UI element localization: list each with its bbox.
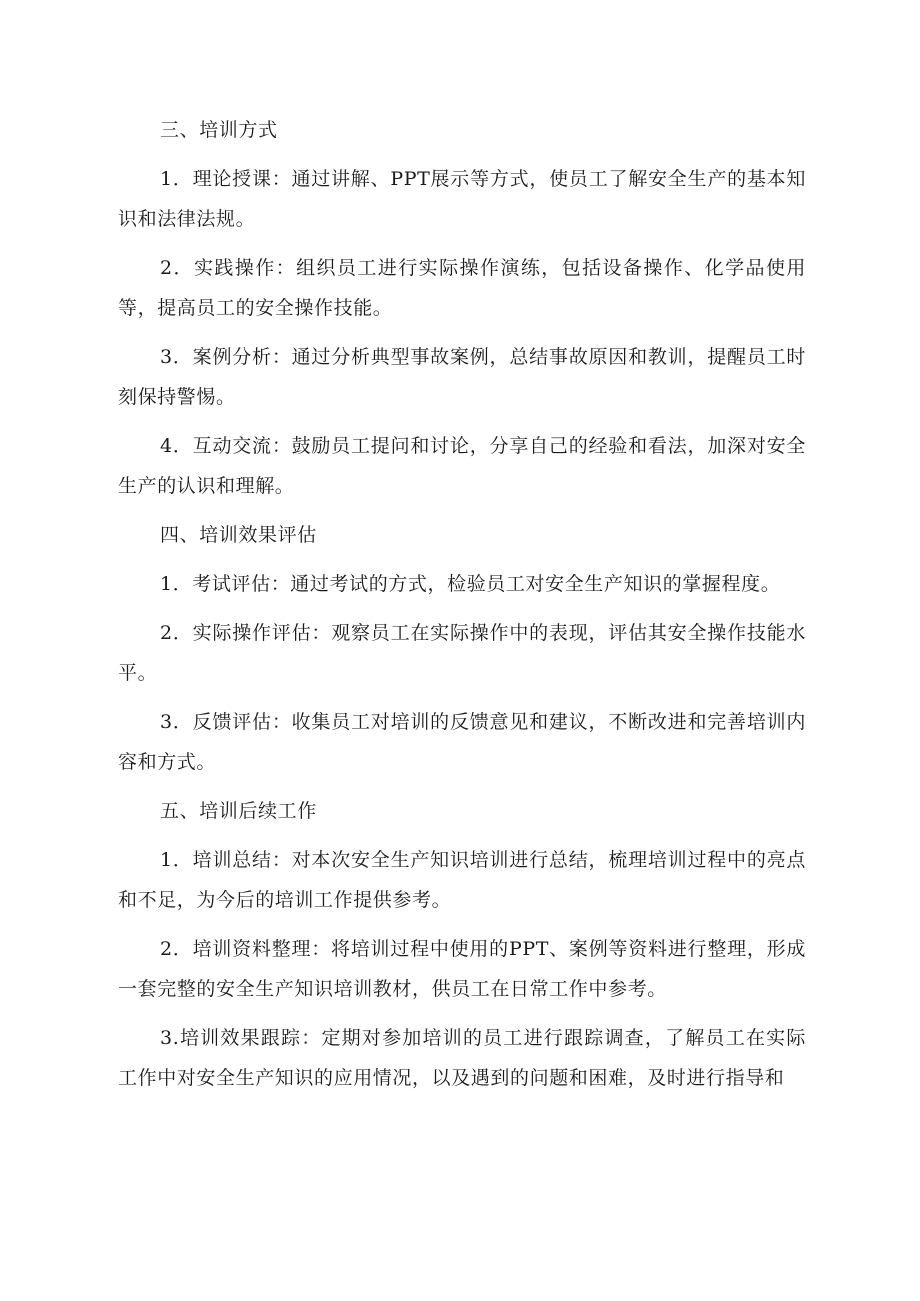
paragraph-case-analysis: 3．案例分析：通过分析典型事故案例，总结事故原因和教训，提醒员工时刻保持警惕。 [118, 346, 806, 408]
document-body [118, 110, 806, 1107]
paragraph-exam-evaluation: 1．考试评估：通过考试的方式，检验员工对安全生产知识的掌握程度。 [160, 573, 781, 595]
paragraph-training-summary: 1．培训总结：对本次安全生产知识培训进行总结，梳理培训过程中的亮点和不足，为今后的培训工作提供参考。 [118, 849, 806, 911]
paragraph-effect-tracking: 3.培训效果跟踪：定期对参加培训的员工进行跟踪调查，了解员工在实际工作中对安全生产知识的应用情况，以及遇到的问题和困难，及时进行指导和 [118, 1027, 806, 1089]
paragraph-theory-lecture: 1．理论授课：通过讲解、PPT展示等方式，使员工了解安全生产的基本知识和法律法规。 [118, 168, 806, 230]
paragraph-feedback-evaluation: 3．反馈评估：收集员工对培训的反馈意见和建议，不断改进和完善培训内容和方式。 [118, 711, 806, 773]
paragraph-interactive-exchange: 4．互动交流：鼓励员工提问和讨论，分享自己的经验和看法，加深对安全生产的认识和理解。 [118, 435, 806, 497]
section-heading-follow-up-work: 五、培训后续工作 [160, 800, 317, 822]
paragraph-practical-operation: 2．实践操作：组织员工进行实际操作演练，包括设备操作、化学品使用等，提高员工的安全操作技能。 [118, 257, 806, 319]
paragraph-operation-evaluation: 2．实际操作评估：观察员工在实际操作中的表现，评估其安全操作技能水平。 [118, 622, 806, 684]
paragraph-materials-organization: 2．培训资料整理：将培训过程中使用的PPT、案例等资料进行整理，形成一套完整的安全生产知识培训教材，供员工在日常工作中参考。 [118, 938, 806, 1000]
section-heading-training-methods: 三、培训方式 [160, 119, 278, 141]
section-heading-effect-evaluation: 四、培训效果评估 [160, 524, 317, 546]
